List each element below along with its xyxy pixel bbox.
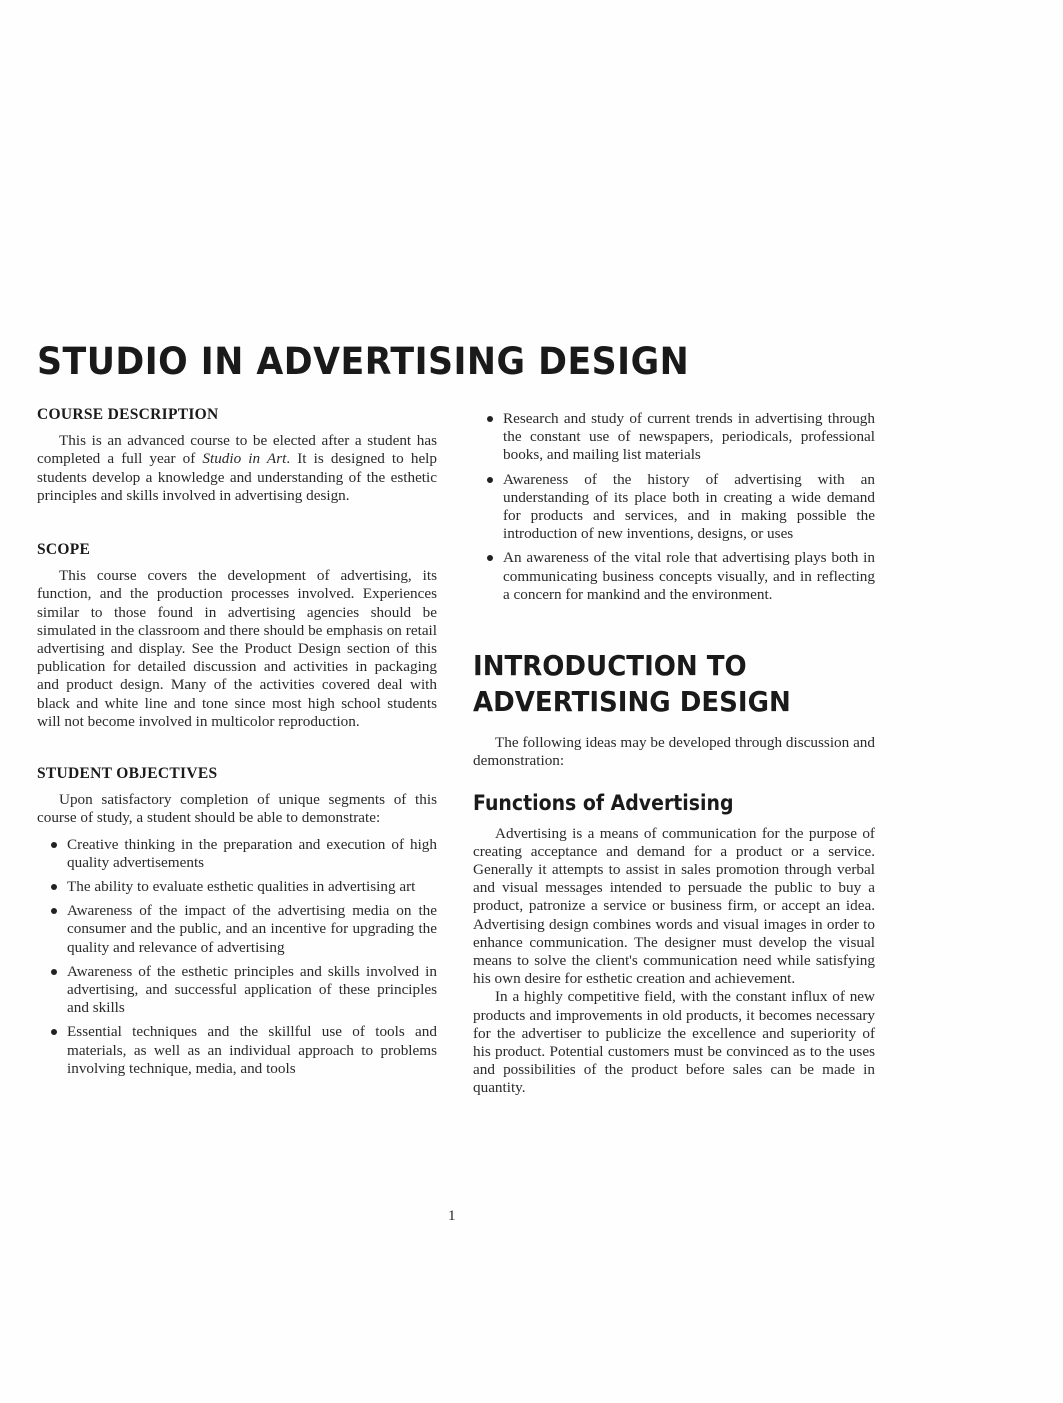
introduction-section <box>473 648 875 770</box>
left-column <box>37 406 437 1084</box>
list-item: Awareness of the impact of the advertising media on the consumer and the public, and an incentive for upgrading the quality and relevance of advertising <box>37 902 437 957</box>
functions-section <box>473 791 875 1097</box>
functions-paragraph: Advertising is a means of communication for the purpose of creating acceptance and demand for a product or a service. Generally it attempts to assist in sales promotion through verbal and visual messages intended to persuade the public to buy a product, patronize a service or business firm, or accept an idea. Advertising design combines words and visual images in order to enhance communication. The designer must develop the visual means to solve the client's communication need while satisfying his own desire for esthetic creation and achievement. <box>473 824 875 988</box>
introduction-text: The following ideas may be developed through discussion and demonstration: <box>473 734 875 770</box>
scope-heading: SCOPE <box>37 541 91 559</box>
heading-line: ADVERTISING DESIGN <box>473 685 791 719</box>
list-item: Awareness of the history of advertising with an understanding of its place both in creating a wide demand for products and services, and in making possible the introduction of new inventions, designs, or uses <box>473 471 875 544</box>
list-item: An awareness of the vital role that advertising plays both in communicating business concepts visually, and in reflecting a concern for mankind and the environment. <box>473 549 875 604</box>
course-description-text <box>37 432 437 505</box>
list-item: Research and study of current trends in advertising through the constant use of newspapers, periodicals, professional books, and mailing list materials <box>473 410 875 465</box>
text-part: . It is designed to help students develop a knowledge and understanding of the esthetic principles and skills involved in advertising design. <box>37 450 437 504</box>
functions-heading: Functions of Advertising <box>473 791 734 816</box>
course-title-italic: Studio in Art <box>202 450 287 468</box>
student-objectives-section <box>37 765 437 1078</box>
scope-text: This course covers the development of advertising, its function, and the production processes involved. Experiences similar to those found in advertising agencies should be simulated in the classroom and there should be emphasis on retail advertising and display. See the Product Design section of this publication for detailed discussion and activities in packaging and product design. Many of the activities covered deal with black and white line and tone since most high school students will not become involved in multicolor reproduction. <box>37 567 437 730</box>
objectives-list <box>37 836 437 1078</box>
course-description-section <box>37 406 437 505</box>
right-column <box>473 410 875 1098</box>
course-description-heading: COURSE DESCRIPTION <box>37 406 219 423</box>
objectives-list-continued <box>473 410 875 604</box>
list-item: Essential techniques and the skillful use of tools and materials, as well as an individual approach to problems involving technique, media, and tools <box>37 1023 437 1078</box>
page-title: STUDIO IN ADVERTISING DESIGN <box>37 340 690 383</box>
page-number: 1 <box>448 1208 456 1224</box>
student-objectives-intro: Upon satisfactory completion of unique segments of this course of study, a student should be able to demonstrate: <box>37 791 437 827</box>
introduction-heading <box>473 648 847 720</box>
scope-section <box>37 541 437 731</box>
text-part: This is an advanced course to be elected after a student has completed a full year of <box>37 432 437 468</box>
list-item: The ability to evaluate esthetic qualities in advertising art <box>37 878 437 896</box>
list-item: Creative thinking in the preparation and execution of high quality advertisements <box>37 836 437 872</box>
functions-paragraph: In a highly competitive field, with the constant influx of new products and improvements in old products, it becomes necessary for the advertiser to publicize the excellence and superiority of his product. Potential customers must be convinced as to the uses and possibilities of the product before sales can be made in quantity. <box>473 988 875 1097</box>
heading-line: INTRODUCTION TO <box>473 649 747 683</box>
student-objectives-heading: STUDENT OBJECTIVES <box>37 765 218 783</box>
list-item: Awareness of the esthetic principles and skills involved in advertising, and successful application of these principles and skills <box>37 963 437 1018</box>
